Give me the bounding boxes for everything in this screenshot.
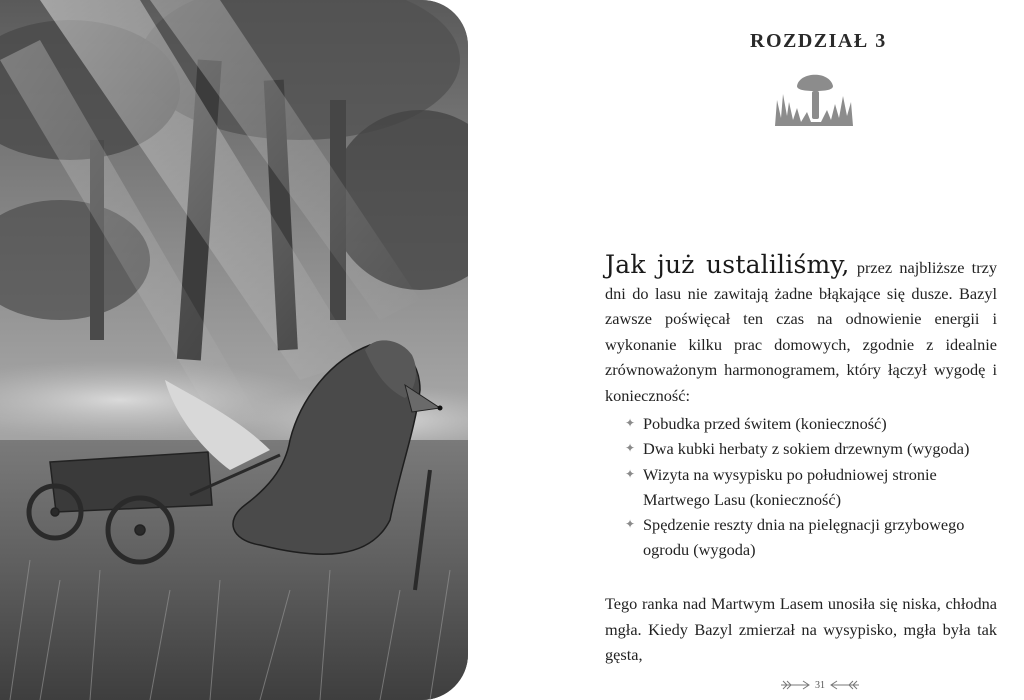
star-bullet-icon: ✦ [625, 517, 636, 532]
mushroom-grass-icon [771, 66, 857, 130]
chapter-illustration [0, 0, 468, 700]
opening-paragraph-text: przez najbliższe trzy dni do lasu nie zawitają żadne błąkające się dusze. Bazyl zawsze poświęcał ten czas na odnowienie energii i wykonanie kilku prac domowych, zgodnie z idealnie zrównoważonym harmonogramem, który łączył wygodę i konieczność: [605, 258, 997, 405]
opening-paragraph [605, 250, 997, 408]
list-item: ✦ Dwa kubki herbaty z sokiem drzewnym (wygoda) [625, 436, 997, 461]
page-footer [770, 677, 870, 693]
list-item: ✦ Pobudka przed świtem (konieczność) [625, 411, 997, 436]
list-item: ✦ Spędzenie reszty dnia na pielęgnacji grzybowego ogrodu (wygoda) [625, 512, 997, 563]
star-bullet-icon: ✦ [625, 416, 636, 430]
left-arrow-ornament-icon [781, 680, 811, 690]
star-bullet-icon: ✦ [625, 441, 636, 456]
star-bullet-icon: ✦ [625, 466, 636, 481]
page-number: 31 [815, 679, 825, 691]
list-item: ✦ Wizyta na wysypisku po południowej stronie Martwego Lasu (konieczność) [625, 462, 997, 513]
opening-words: Jak już ustaliliśmy, [605, 250, 850, 279]
routine-list [625, 411, 997, 563]
chapter-title: ROZDZIAŁ 3 [750, 30, 887, 52]
right-arrow-ornament-icon [829, 680, 859, 690]
second-paragraph: Tego ranka nad Martwym Lasem unosiła się niska, chłodna mgła. Kiedy Bazyl zmierzał na wysypisko, mgła była tak gęsta, [605, 594, 997, 664]
fox-pulling-cart-illustration [0, 0, 468, 700]
